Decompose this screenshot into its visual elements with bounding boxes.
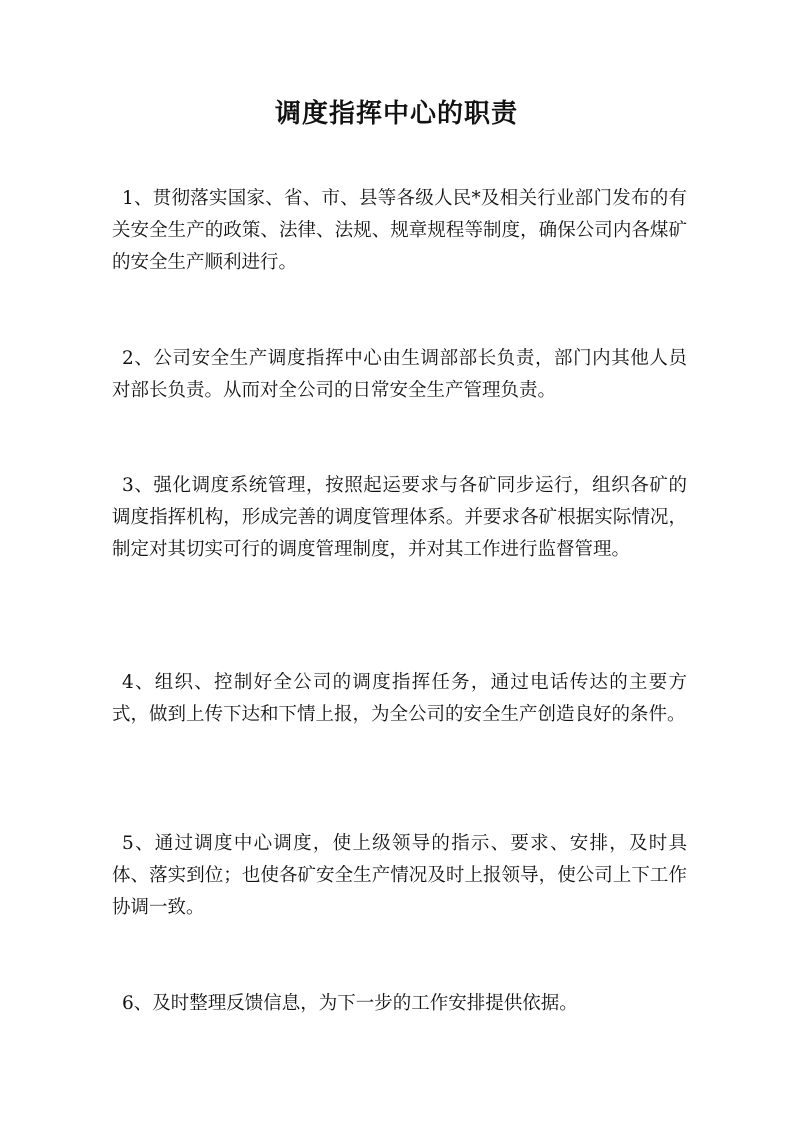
paragraph-2: 2、公司安全生产调度指挥中心由生调部部长负责，部门内其他人员对部长负责。从而对全公司的日常安全生产管理负责。 (112, 347, 687, 401)
paragraph-3: 3、强化调度系统管理，按照起运要求与各矿同步运行，组织各矿的调度指挥机构，形成完善的调度管理体系。并要求各矿根据实际情况，制定对其切实可行的调度管理制度，并对其工作进行监督管理。 (112, 474, 687, 560)
paragraph-1: 1、贯彻落实国家、省、市、县等各级人民*及相关行业部门发布的有关安全生产的政策、法律、法规、规章规程等制度，确保公司内各煤矿的安全生产顺利进行。 (112, 187, 687, 273)
document-title: 调度指挥中心的职责 (274, 99, 518, 129)
paragraph-4: 4、组织、控制好全公司的调度指挥任务，通过电话传达的主要方式，做到上传下达和下情上报，为全公司的安全生产创造良好的条件。 (112, 671, 687, 725)
paragraph-5: 5、通过调度中心调度，使上级领导的指示、要求、安排，及时具体、落实到位；也使各矿安全生产情况及时上报领导，使公司上下工作协调一致。 (112, 832, 687, 918)
paragraph-6: 6、及时整理反馈信息，为下一步的工作安排提供依据。 (122, 992, 578, 1014)
